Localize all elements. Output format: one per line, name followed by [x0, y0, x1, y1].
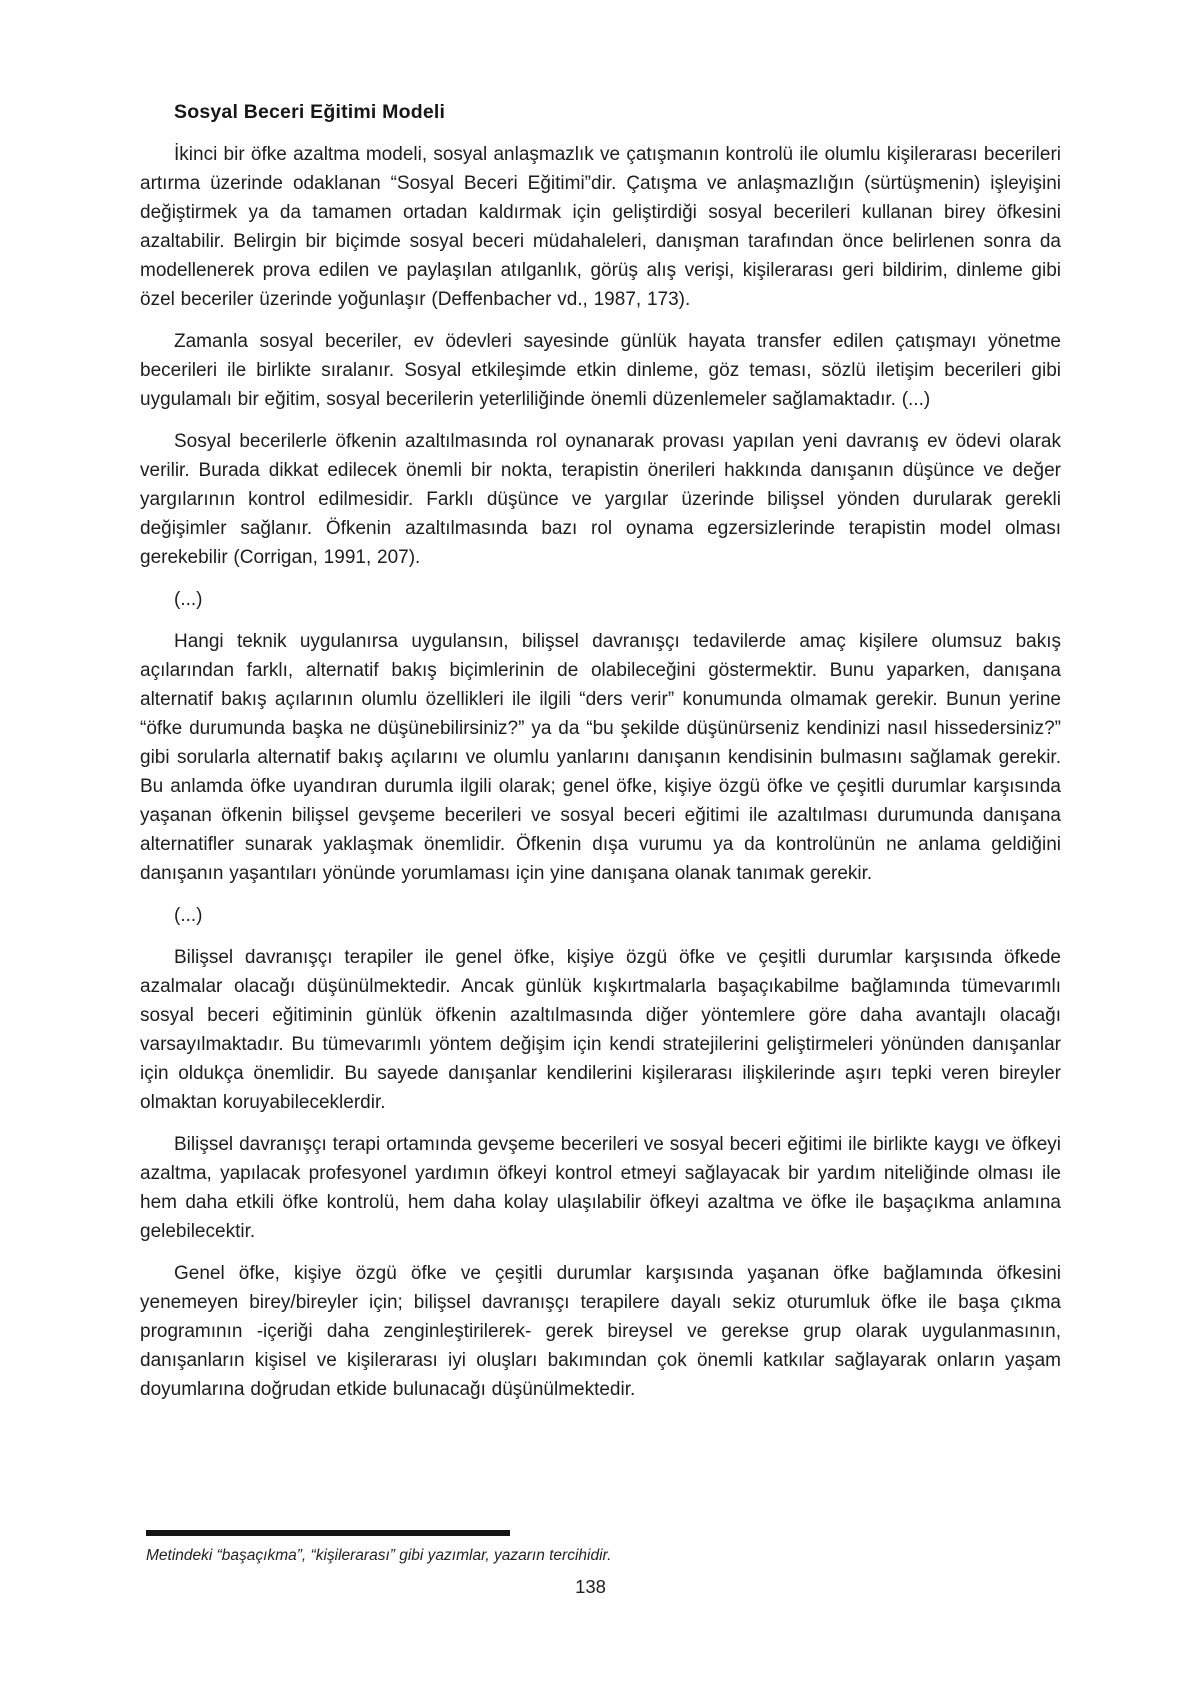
- ellipsis-paragraph: (...): [174, 589, 203, 610]
- paragraph: Hangi teknik uygulanırsa uygulansın, bilişsel davranışçı tedavilerde amaç kişilere olumsuz bakış açılarından farklı, alternatif bakış biçimlerinin de olabileceğini göstermektir. Bunu yaparken, danışana alternatif bakış açılarının olumlu özellikleri ile ilgili “ders verir” konumunda olmamak gerekir. Bunun yerine “öfke durumunda başka ne düşünebilirsiniz?” ya da “bu şekilde düşünürseniz kendinizi nasıl hissedersiniz?” gibi sorularla alternatif bakış açılarını ve olumlu yanlarını danışanın kendisinin bulmasını sağlamak gerekir. Bu anlamda öfke uyandıran durumla ilgili olarak; genel öfke, kişiye özgü öfke ve çeşitli durumlar karşısında yaşanan öfkenin bilişsel gevşeme becerileri ve sosyal beceri eğitimi ile azaltılması durumunda danışana alternatifler sunarak yaklaşmak önemlidir. Öfkenin dışa vurumu ya da kontrolünün ne anlama geldiğini danışanın yaşantıları yönünde yorumlaması için yine danışana olanak tanımak gerekir.: [140, 631, 1061, 884]
- paragraph: Bilişsel davranışçı terapi ortamında gevşeme becerileri ve sosyal beceri eğitimi ile birlikte kaygı ve öfkeyi azaltma, yapılacak profesyonel yardımın öfkeyi kontrol etmeyi sağlayacak bir yardım niteliğinde olması ile hem daha etkili öfke kontrolü, hem daha kolay ulaşılabilir öfkeyi azaltma ve öfke ile başaçıkma anlamına gelebilecektir.: [140, 1134, 1061, 1242]
- article-body: [140, 100, 1061, 1417]
- ellipsis-paragraph: (...): [174, 905, 203, 926]
- paragraph: Bilişsel davranışçı terapiler ile genel öfke, kişiye özgü öfke ve çeşitli durumlar karşısında öfkede azalmalar olacağı düşünülmektedir. Ancak günlük kışkırtmalarla başaçıkabilme bağlamında tümevarımlı sosyal beceri eğitiminin günlük öfkenin azaltılmasında diğer yöntemlere göre daha avantajlı olacağı varsayılmaktadır. Bu tümevarımlı yöntem değişim için kendi stratejilerini geliştirmeleri yönünden danışanlar için oldukça önemlidir. Bu sayede danışanlar kendilerini kişilerarası ilişkilerinde aşırı tepki veren bireyler olmaktan koruyabileceklerdir.: [140, 947, 1061, 1113]
- paragraph: Genel öfke, kişiye özgü öfke ve çeşitli durumlar karşısında yaşanan öfke bağlamında öfkesini yenemeyen birey/bireyler için; bilişsel davranışçı terapilere dayalı sekiz oturumluk öfke ile başa çıkma programının -içeriği daha zenginleştirilerek- gerek bireysel ve gerekse grup olarak uygulanmasının, danışanların kişisel ve kişilerarası iyi oluşları bakımından çok önemli katkılar sağlayarak onların yaşam doyumlarına doğrudan etkide bulunacağı düşünülmektedir.: [140, 1263, 1061, 1400]
- paragraph: Zamanla sosyal beceriler, ev ödevleri sayesinde günlük hayata transfer edilen çatışmayı yönetme becerileri ile birlikte sıralanır. Sosyal etkileşimde etkin dinleme, göz teması, sözlü iletişim becerileri gibi uygulamalı bir eğitim, sosyal becerilerin yeterliliğinde önemli düzenlemeler sağlamaktadır. (...): [140, 331, 1061, 410]
- paragraph: Sosyal becerilerle öfkenin azaltılmasında rol oynanarak provası yapılan yeni davranış ev ödevi olarak verilir. Burada dikkat edilecek önemli bir nokta, terapistin önerileri hakkında danışanın düşünce ve değer yargılarının kontrol edilmesidir. Farklı düşünce ve yargılar üzerinde bilişsel yönden durularak gerekli değişimler sağlanır. Öfkenin azaltılmasında bazı rol oynama egzersizlerinde terapistin model olması gerekebilir (Corrigan, 1991, 207).: [140, 431, 1061, 568]
- footnote-divider: [146, 1530, 510, 1536]
- footnote-text: Metindeki “başaçıkma”, “kişilerarası” gibi yazımlar, yazarın tercihidir.: [146, 1547, 612, 1564]
- page-title: Sosyal Beceri Eğitimi Modeli: [174, 101, 446, 123]
- paragraph: İkinci bir öfke azaltma modeli, sosyal anlaşmazlık ve çatışmanın kontrolü ile olumlu kişilerarası becerileri artırma üzerinde odaklanan “Sosyal Beceri Eğitimi”dir. Çatışma ve anlaşmazlığın (sürtüşmenin) işleyişini değiştirmek ya da tamamen ortadan kaldırmak için geliştirdiği sosyal becerileri kullanan birey öfkesini azaltabilir. Belirgin bir biçimde sosyal beceri müdahaleleri, danışman tarafından önce belirlenen sonra da modellenerek prova edilen ve paylaşılan atılganlık, görüş alış verişi, kişilerarası geri bildirim, dinleme gibi özel beceriler üzerinde yoğunlaşır (Deffenbacher vd., 1987, 173).: [140, 144, 1061, 310]
- page-number: 138: [575, 1576, 606, 1597]
